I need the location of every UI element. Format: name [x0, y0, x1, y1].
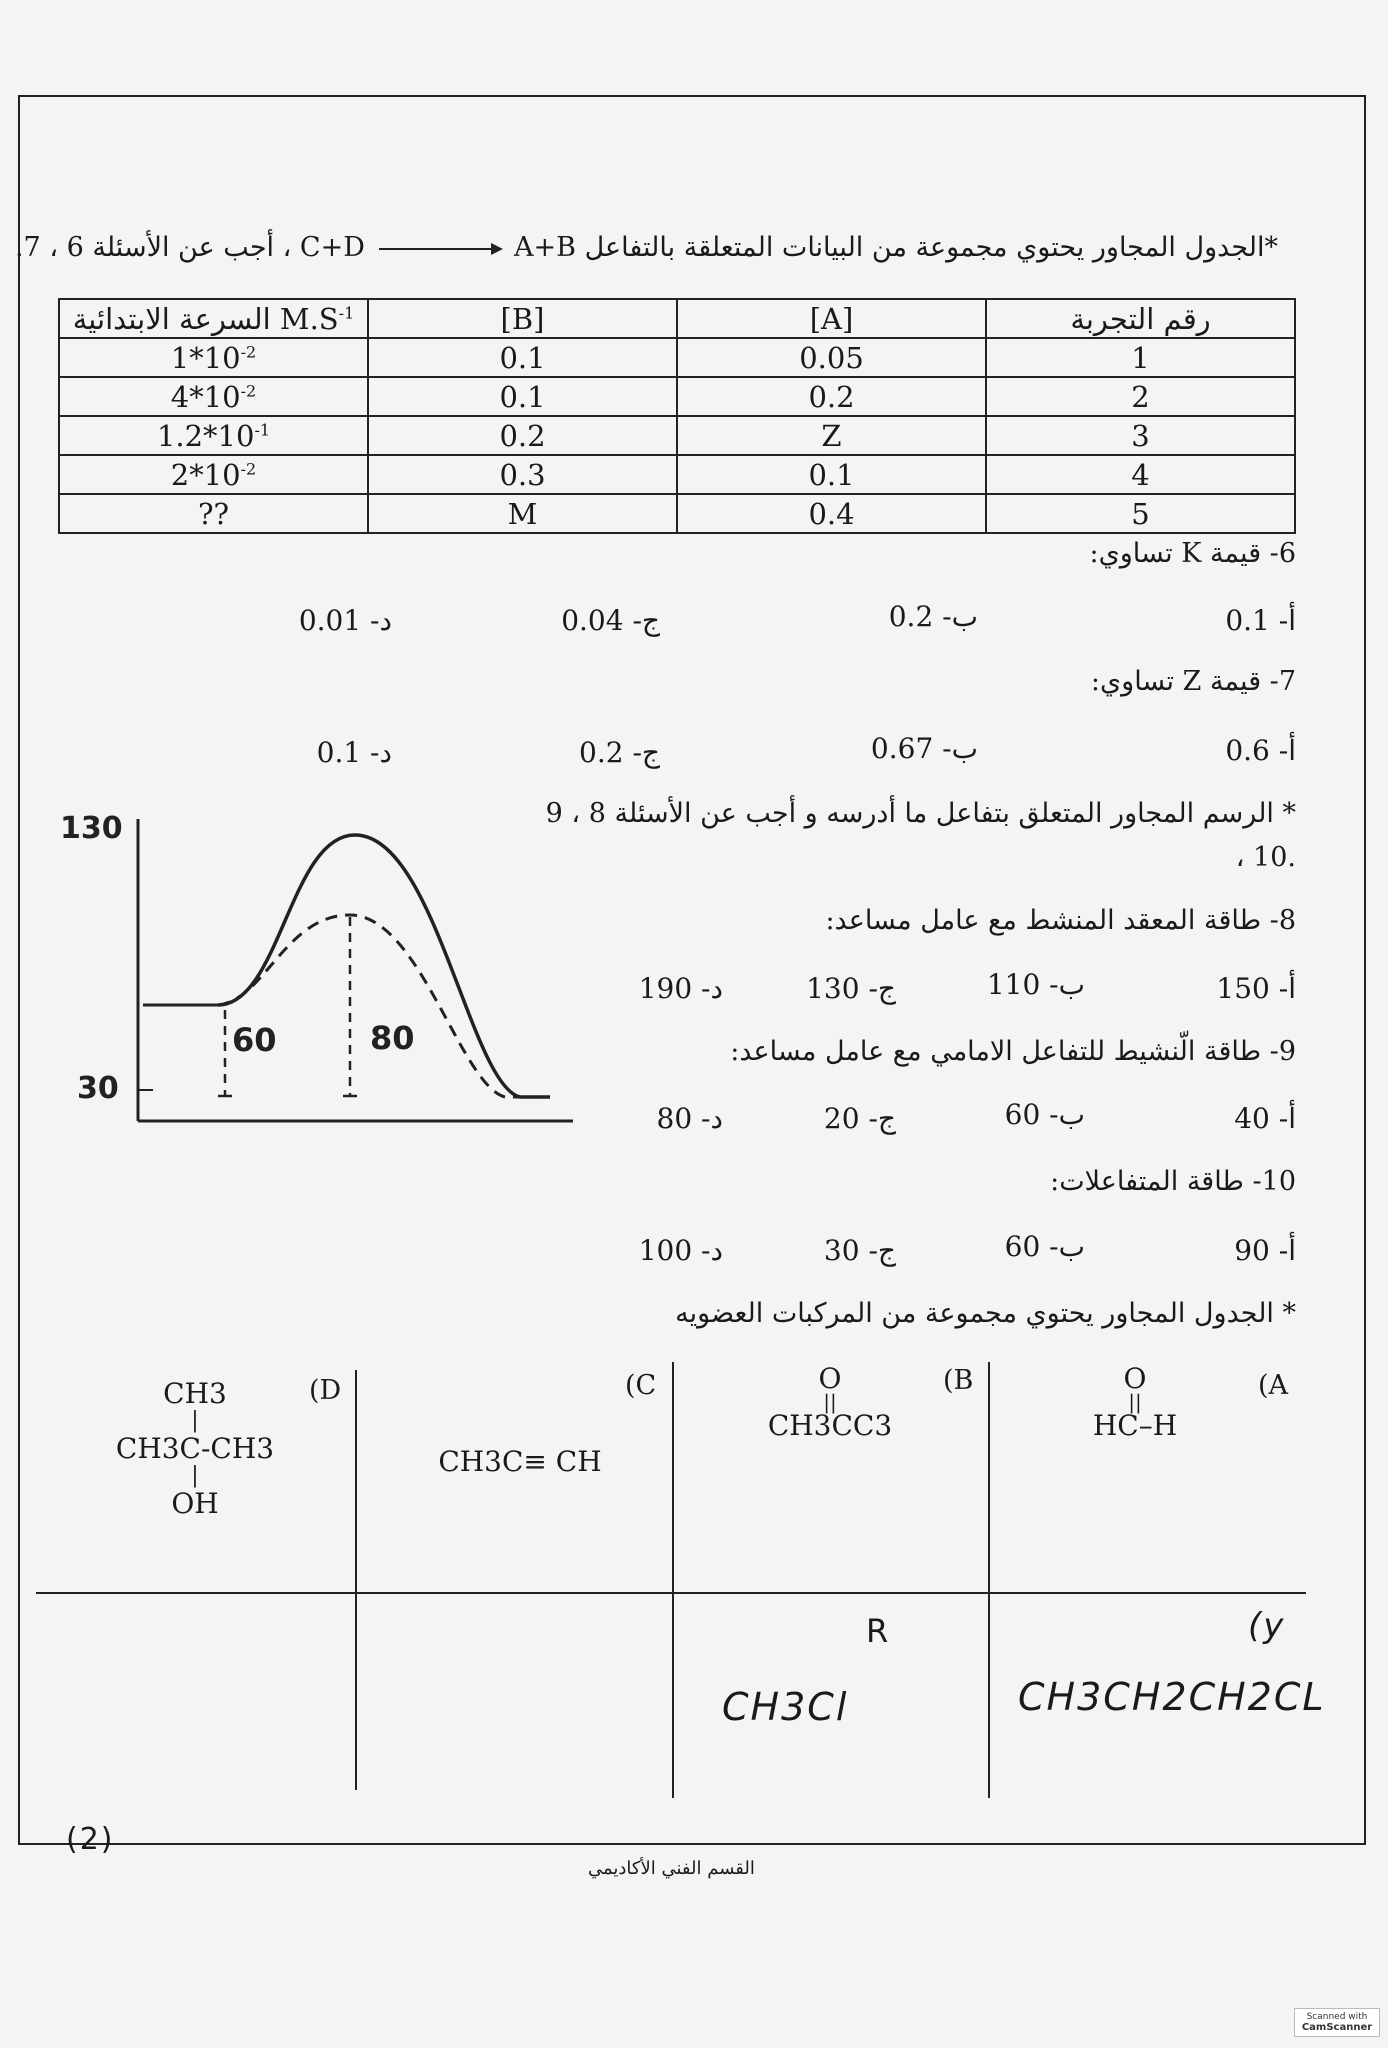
graph-intro-line1: * الرسم المجاور المتعلق بتفاعل ما أدرسه و أجب عن الأسئلة 8 ، 9 — [545, 798, 1296, 829]
a-cell: Z — [677, 416, 986, 455]
oxygen-atom: O — [1123, 1362, 1147, 1395]
q6-option-b[interactable]: ب- 0.2 — [888, 600, 978, 633]
compound-b-formula: CH3CC3 — [767, 1409, 893, 1442]
q7-option-c[interactable]: ج- 0.2 — [579, 736, 660, 769]
q10-option-d[interactable]: د- 100 — [638, 1234, 723, 1267]
handwritten-r-label: R — [866, 1612, 891, 1650]
energy-diagram — [50, 805, 590, 1135]
compound-a — [1080, 1362, 1190, 1442]
table-header-row — [59, 299, 1295, 338]
header-a: [A] — [677, 299, 986, 338]
intro-text: *الجدول المجاور يحتوي مجموعة من البيانات المتعلقة بالتفاعل — [584, 232, 1278, 263]
compound-divider — [988, 1362, 990, 1798]
q6-option-a[interactable]: أ- 0.1 — [1225, 604, 1296, 637]
handwritten-y-formula: CH3CH2CH2CL — [1018, 1675, 1326, 1719]
b-cell: 0.1 — [368, 338, 677, 377]
a-cell: 0.2 — [677, 377, 986, 416]
page-number: (2) — [66, 1822, 115, 1857]
b-cell: 0.3 — [368, 455, 677, 494]
handwritten-y-label: (y — [1248, 1606, 1286, 1646]
reaction-reactants: A+B — [514, 232, 576, 263]
compound-d — [100, 1375, 290, 1522]
question-8-title: 8- طاقة المعقد المنشط مع عامل مساعد: — [825, 905, 1296, 936]
q8-option-a[interactable]: أ- 150 — [1216, 972, 1296, 1005]
trial-cell: 1 — [986, 338, 1295, 377]
q6-option-d[interactable]: د- 0.01 — [298, 604, 392, 637]
reaction-arrow-icon — [379, 248, 499, 250]
compound-a-formula: HC–H — [1092, 1409, 1178, 1442]
rate-data-table — [58, 298, 1296, 534]
table-row — [59, 416, 1295, 455]
oxygen-atom: O — [818, 1362, 842, 1395]
compound-d-label: (D — [309, 1375, 342, 1406]
camscanner-badge — [1294, 2008, 1380, 2037]
compound-d-methyl: CH3 — [163, 1377, 227, 1410]
q9-option-a[interactable]: أ- 40 — [1234, 1102, 1296, 1135]
question-6-title: 6- قيمة K تساوي: — [1089, 538, 1296, 569]
a-cell: 0.1 — [677, 455, 986, 494]
y-label-130: 130 — [60, 811, 123, 846]
q10-option-c[interactable]: ج- 30 — [823, 1234, 896, 1267]
handwritten-r-formula: CH3Cl — [722, 1685, 849, 1729]
y-label-30: 30 — [77, 1071, 119, 1106]
table-row — [59, 377, 1295, 416]
compound-d-chain: CH3C-CH3 — [115, 1432, 275, 1465]
compound-row-divider — [36, 1592, 1306, 1594]
compound-b — [750, 1362, 910, 1442]
label-60: 60 — [232, 1021, 277, 1059]
b-cell: 0.2 — [368, 416, 677, 455]
department-footer: القسم الفني الأكاديمي — [588, 1858, 755, 1879]
compound-c-label: (C — [625, 1370, 657, 1401]
rate-cell: ?? — [59, 494, 368, 533]
double-bond-icon: || — [1128, 1390, 1142, 1414]
q8-option-d[interactable]: د- 190 — [638, 972, 723, 1005]
table-row — [59, 338, 1295, 377]
trial-cell: 3 — [986, 416, 1295, 455]
trial-cell: 5 — [986, 494, 1295, 533]
q9-option-b[interactable]: ب- 60 — [1004, 1098, 1085, 1131]
a-cell: 0.4 — [677, 494, 986, 533]
q10-option-b[interactable]: ب- 60 — [1004, 1230, 1085, 1263]
table-row — [59, 494, 1295, 533]
rate-cell: $4*10^{-2}$ — [59, 377, 368, 416]
rate-cell: $1.2*10^{-1}$ — [59, 416, 368, 455]
single-bond-icon: | — [191, 1408, 199, 1433]
header-trial: رقم التجربة — [986, 299, 1295, 338]
compound-divider — [355, 1370, 357, 1790]
compound-d-oh: OH — [171, 1487, 219, 1520]
question-10-title: 10- طاقة المتفاعلات: — [1050, 1166, 1296, 1197]
compound-divider — [672, 1362, 674, 1798]
trial-cell: 4 — [986, 455, 1295, 494]
compound-c-formula: CH3C≡ CH — [438, 1445, 602, 1478]
reaction-products: C+D — [299, 232, 365, 263]
q7-option-a[interactable]: أ- 0.6 — [1225, 734, 1296, 767]
scanner-line2: CamScanner — [1301, 2022, 1373, 2033]
compound-a-label: (A — [1258, 1370, 1289, 1401]
q9-option-d[interactable]: د- 80 — [656, 1102, 723, 1135]
question-7-title: 7- قيمة Z تساوي: — [1090, 666, 1296, 697]
q10-option-a[interactable]: أ- 90 — [1234, 1234, 1296, 1267]
b-cell: M — [368, 494, 677, 533]
scanner-line1: Scanned with — [1306, 2012, 1368, 2022]
header-rate: السرعة الابتدائية $M.S^{-1}$ — [59, 299, 368, 338]
table-intro — [15, 232, 1278, 263]
rate-cell: $1*10^{-2}$ — [59, 338, 368, 377]
a-cell: 0.05 — [677, 338, 986, 377]
trial-cell: 2 — [986, 377, 1295, 416]
catalyzed-curve — [218, 915, 525, 1097]
intro-text-after: ، أجب عن الأسئلة 6 ، 7. — [14, 232, 292, 263]
b-cell: 0.1 — [368, 377, 677, 416]
header-b: [B] — [368, 299, 677, 338]
graph-intro-line2: ، 10. — [1235, 842, 1296, 873]
q8-option-c[interactable]: ج- 130 — [806, 972, 896, 1005]
q7-option-b[interactable]: ب- 0.67 — [870, 732, 978, 765]
rate-cell: $2*10^{-2}$ — [59, 455, 368, 494]
table-row — [59, 455, 1295, 494]
double-bond-icon: || — [823, 1390, 837, 1414]
q7-option-d[interactable]: د- 0.1 — [316, 736, 392, 769]
single-bond-icon: | — [191, 1463, 199, 1488]
q6-option-c[interactable]: ج- 0.04 — [561, 604, 660, 637]
q8-option-b[interactable]: ب- 110 — [986, 968, 1085, 1001]
q9-option-c[interactable]: ج- 20 — [823, 1102, 896, 1135]
question-9-title: 9- طاقة الّنشيط للتفاعل الامامي مع عامل مساعد: — [730, 1036, 1296, 1067]
compound-b-label: (B — [943, 1365, 974, 1396]
compounds-intro: * الجدول المجاور يحتوي مجموعة من المركبات العضويه — [675, 1298, 1296, 1329]
label-80: 80 — [370, 1019, 415, 1057]
